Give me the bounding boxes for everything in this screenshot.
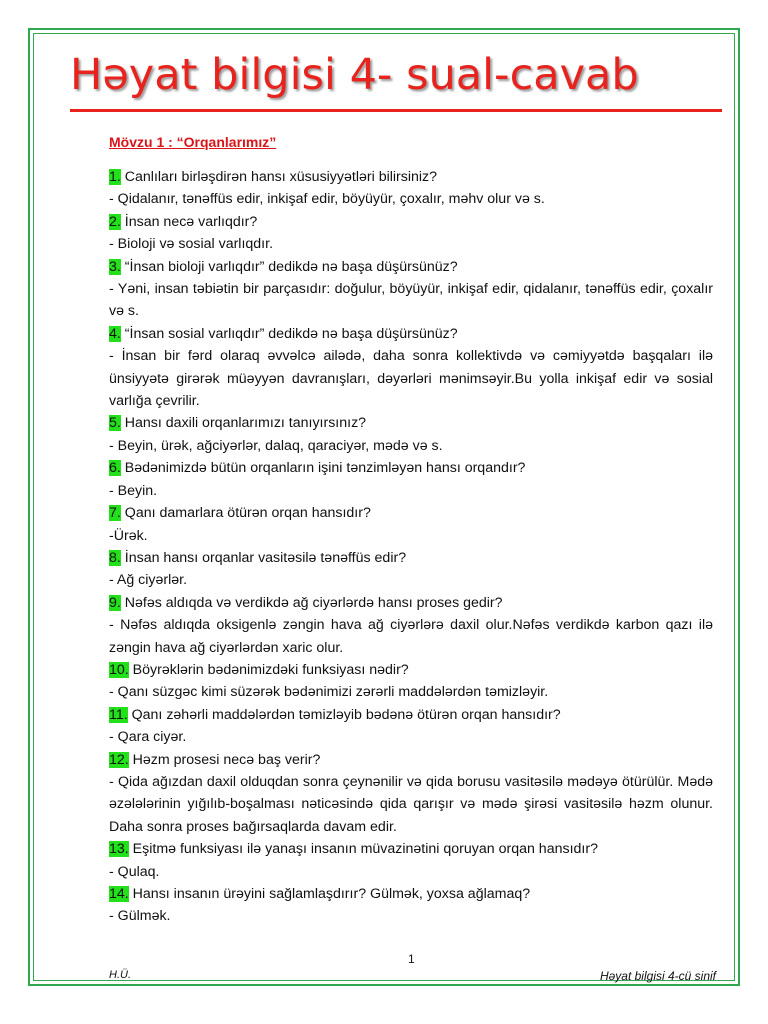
question-text: Qanı zəhərli maddələrdən təmizləyib bədənə ötürən orqan hansıdır? <box>127 706 561 723</box>
answer-2: - Bioloji və sosial varlıqdır. <box>109 236 274 253</box>
question-5 <box>109 412 713 434</box>
answer-14: - Gülmək. <box>109 908 171 925</box>
question-8 <box>109 547 713 569</box>
question-number: 2. <box>109 213 121 230</box>
question-10 <box>109 659 713 681</box>
question-number: 9. <box>109 594 121 611</box>
question-text: Qanı damarlara ötürən orqan hansıdır? <box>120 505 371 522</box>
footer-book: Həyat bilgisi 4-cü sinif <box>599 969 716 983</box>
answer-10: - Qanı süzgəc kimi süzərək bədənimizi zərərli maddələrdən təmizləyir. <box>109 684 549 701</box>
question-number: 6. <box>109 460 121 477</box>
title-underline <box>70 109 722 112</box>
question-number: 5. <box>109 415 121 432</box>
answer-9: - Nəfəs aldıqda oksigenlə zəngin hava ağ ciyərlərə daxil olur.Nəfəs verdikdə karbon qazı ilə zəngin hava ağ ciyərlərdən xaric olur. <box>109 617 713 656</box>
answer-12: - Qida ağızdan daxil olduqdan sonra çeynənilir və qida borusu vasitəsilə mədəyə ötürülür. Mədə əzələlərinin yığılıb-boşalması nəticəsində qida qarışır və mədə şirəsi vasitəsilə həzm olunur. Daha sonra proses bağırsaqlarda davam edir. <box>109 773 713 835</box>
question-number: 1. <box>109 169 121 185</box>
question-text: “İnsan sosial varlıqdır” dedikdə nə başa düşürsünüz? <box>120 325 458 342</box>
question-number: 13. <box>109 841 129 858</box>
question-number: 7. <box>109 505 121 522</box>
question-6 <box>109 457 713 479</box>
question-number: 3. <box>109 258 121 275</box>
answer-5: - Beyin, ürək, ağciyərlər, dalaq, qaraciyər, mədə və s. <box>109 437 443 454</box>
answer-6: - Beyin. <box>109 482 158 499</box>
question-3 <box>109 256 713 278</box>
answer-3: - Yəni, insan təbiətin bir parçasıdır: doğulur, böyüyür, inkişaf edir, qidalanır, tənəffüs edir, çoxalır və s. <box>109 281 713 320</box>
question-14 <box>109 883 713 905</box>
question-text: Hansı daxili orqanlarımızı tanıyırsınız? <box>120 415 367 432</box>
question-7 <box>109 502 713 524</box>
question-number: 4. <box>109 325 121 342</box>
question-text: İnsan necə varlıqdır? <box>120 213 258 230</box>
question-number: 8. <box>109 549 121 566</box>
answer-7: -Ürək. <box>109 527 148 544</box>
topic-heading: Mövzu 1 : “Orqanlarımız” <box>109 134 277 150</box>
question-9 <box>109 592 713 614</box>
answer-1: - Qidalanır, tənəffüs edir, inkişaf edir, böyüyür, çoxalır, məhv olur və s. <box>109 191 545 208</box>
question-text: Bədənimizdə bütün orqanların işini tənzimləyən hansı orqandır? <box>120 460 526 477</box>
qa-list <box>109 166 713 928</box>
question-number: 12. <box>109 751 129 768</box>
answer-11: - Qara ciyər. <box>109 729 187 746</box>
question-number: 10. <box>109 661 129 678</box>
question-11 <box>109 704 713 726</box>
footer-author: H.Ü. <box>109 969 131 981</box>
question-1 <box>109 166 713 188</box>
page-number: 1 <box>408 952 415 966</box>
question-text: İnsan hansı orqanlar vasitəsilə tənəffüs edir? <box>120 549 407 566</box>
question-text: Hansı insanın ürəyini sağlamlaşdırır? Gülmək, yoxsa ağlamaq? <box>128 886 531 902</box>
question-number: 11. <box>109 706 128 723</box>
question-13 <box>109 838 713 860</box>
question-text: Həzm prosesi necə baş verir? <box>128 751 321 768</box>
question-text: Canlıları birləşdirən hansı xüsusiyyətləri bilirsiniz? <box>120 169 438 185</box>
question-4 <box>109 323 713 345</box>
question-text: Nəfəs aldıqda və verdikdə ağ ciyərlərdə hansı proses gedir? <box>120 594 503 611</box>
answer-8: - Ağ ciyərlər. <box>109 572 188 589</box>
question-12 <box>109 749 713 771</box>
answer-13: - Qulaq. <box>109 863 160 880</box>
answer-4: - İnsan bir fərd olaraq əvvəlcə ailədə, daha sonra kollektivdə və cəmiyyətdə başqaları ilə ünsiyyətə girərək müəyyən davranışları, dəyərləri mənimsəyir.Bu yolla inkişaf edir və sosial varlığa çevrilir. <box>109 348 713 410</box>
question-text: “İnsan bioloji varlıqdır” dedikdə nə başa düşürsünüz? <box>120 258 458 275</box>
question-number: 14. <box>109 886 129 902</box>
question-text: Eşitmə funksiyası ilə yanaşı insanın müvazinətini qoruyan orqan hansıdır? <box>128 841 598 858</box>
document-title: Həyat bilgisi 4- sual-cavab <box>70 50 639 100</box>
question-text: Böyrəklərin bədənimizdəki funksiyası nədir? <box>128 661 409 678</box>
question-2 <box>109 211 713 233</box>
